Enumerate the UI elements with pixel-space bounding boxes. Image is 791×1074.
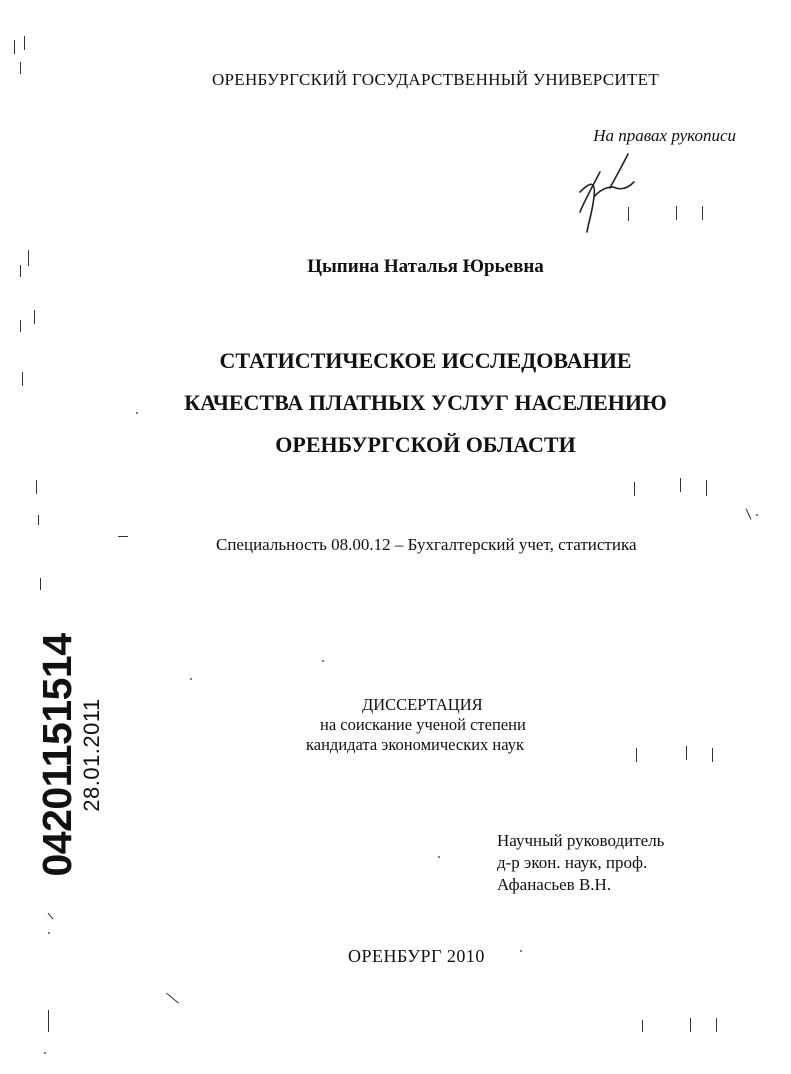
scan-mark — [38, 515, 39, 525]
scan-speck — [48, 932, 50, 934]
scan-mark — [24, 36, 25, 50]
scan-speck — [136, 412, 138, 414]
scan-mark — [702, 206, 703, 220]
degree-line: на соискание ученой степени — [320, 715, 526, 734]
scan-mark — [690, 1018, 691, 1032]
scan-mark — [166, 992, 179, 1003]
scan-mark — [48, 1010, 49, 1032]
scan-speck — [44, 1052, 46, 1054]
scan-mark — [642, 1020, 643, 1032]
advisor-degree: д-р экон. наук, проф. — [497, 853, 648, 872]
scan-mark — [676, 206, 677, 220]
scan-mark — [706, 480, 707, 496]
scan-mark — [686, 746, 687, 760]
scan-mark — [20, 320, 21, 332]
stamp-number: 04201151514 — [34, 633, 80, 877]
title-line-2: КАЧЕСТВА ПЛАТНЫХ УСЛУГ НАСЕЛЕНИЮ — [184, 390, 667, 415]
degree-type: кандидата экономических наук — [306, 735, 525, 754]
city-year: ОРЕНБУРГ 2010 — [348, 946, 485, 966]
scan-mark — [680, 478, 681, 492]
signature-icon — [570, 152, 660, 240]
scan-mark — [118, 536, 128, 537]
dissertation-block — [306, 695, 526, 755]
scan-speck — [756, 514, 758, 516]
dissertation-title — [30, 340, 791, 466]
scan-mark — [36, 480, 37, 494]
university-name: ОРЕНБУРГСКИЙ ГОСУДАРСТВЕННЫЙ УНИВЕРСИТЕТ — [211, 70, 660, 89]
scan-mark — [20, 62, 21, 74]
scan-mark — [28, 250, 29, 266]
advisor-block — [497, 830, 664, 896]
dissertation-label: ДИССЕРТАЦИЯ — [362, 695, 483, 714]
stamp-date: 28.01.2011 — [79, 698, 104, 812]
manuscript-note: На правах рукописи — [593, 126, 736, 145]
scan-mark — [14, 40, 15, 54]
scan-mark — [20, 265, 21, 277]
advisor-role: Научный руководитель — [497, 831, 665, 850]
author-name: Цыпина Наталья Юрьевна — [307, 256, 544, 277]
scan-speck — [520, 950, 522, 952]
scan-mark — [746, 508, 752, 519]
scan-speck — [322, 660, 324, 662]
specialty: Специальность 08.00.12 – Бухгалтерский учет, статистика — [216, 535, 637, 554]
scan-mark — [22, 372, 23, 386]
scan-speck — [190, 678, 192, 680]
title-line-3: ОРЕНБУРГСКОЙ ОБЛАСТИ — [275, 432, 576, 457]
scan-mark — [636, 748, 637, 762]
title-line-1: СТАТИСТИЧЕСКОЕ ИССЛЕДОВАНИЕ — [219, 348, 632, 373]
scan-mark — [634, 482, 635, 496]
scan-mark — [628, 207, 629, 221]
scan-speck — [438, 856, 440, 858]
scan-mark — [716, 1018, 717, 1032]
advisor-name: Афанасьев В.Н. — [497, 875, 612, 894]
scan-mark — [48, 912, 54, 919]
scan-mark — [40, 578, 41, 590]
scan-mark — [34, 310, 35, 324]
scan-mark — [712, 748, 713, 762]
